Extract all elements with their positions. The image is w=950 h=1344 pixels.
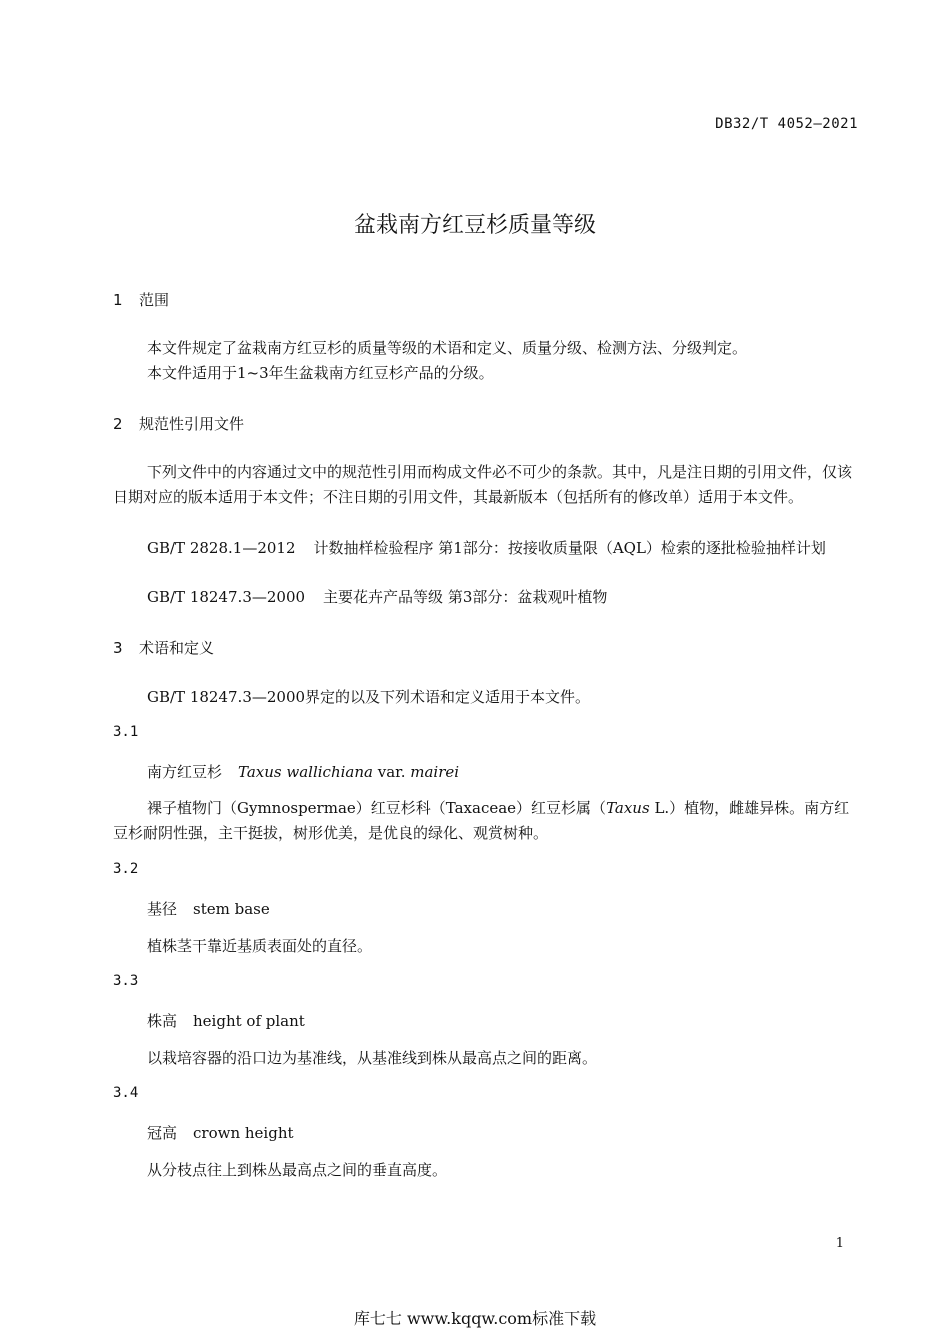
term-latin-variety: mairei bbox=[410, 763, 460, 781]
reference-item bbox=[113, 536, 859, 561]
reference-title: 计数抽样检验程序 第1部分：按接收质量限（AQL）检索的逐批检验抽样计划 bbox=[313, 539, 826, 557]
term-english: crown height bbox=[193, 1124, 294, 1142]
term-definition: 从分枝点往上到株丛最高点之间的垂直高度。 bbox=[147, 1161, 448, 1179]
term-english: height of plant bbox=[193, 1012, 305, 1030]
section-number: 3 bbox=[113, 639, 123, 657]
term-title bbox=[147, 1122, 294, 1143]
term-latin-var: var. bbox=[377, 763, 406, 781]
footer-watermark-text: 库七七 www.kqqw.com标准下载 bbox=[353, 1309, 597, 1328]
term-chinese: 基径 bbox=[147, 900, 178, 918]
term-number: 3.4 bbox=[113, 1085, 139, 1101]
term-title bbox=[147, 761, 459, 782]
section-title: 规范性引用文件 bbox=[139, 415, 245, 433]
reference-title: 主要花卉产品等级 第3部分：盆栽观叶植物 bbox=[323, 588, 608, 606]
term-english: stem base bbox=[193, 900, 270, 918]
scope-paragraph-2: 本文件适用于1~3年生盆栽南方红豆杉产品的分级。 bbox=[147, 364, 494, 382]
terms-intro: GB/T 18247.3—2000界定的以及下列术语和定义适用于本文件。 bbox=[147, 688, 591, 706]
definition-text: 裸子植物门（Gymnospermae）红豆杉科（Taxaceae）红豆杉属（ bbox=[147, 799, 607, 817]
term-number: 3.3 bbox=[113, 973, 139, 989]
term-number: 3.1 bbox=[113, 724, 139, 740]
section-number: 1 bbox=[113, 291, 123, 309]
references-intro: 下列文件中的内容通过文中的规范性引用而构成文件必不可少的条款。其中，凡是注日期的引用文件，仅该日期对应的版本适用于本文件；不注日期的引用文件，其最新版本（包括所有的修改单）适用于本文件。 bbox=[113, 463, 853, 506]
section-title: 术语和定义 bbox=[139, 639, 215, 657]
term-definition bbox=[113, 796, 859, 846]
section-2-heading bbox=[113, 413, 244, 434]
term-chinese: 冠高 bbox=[147, 1124, 178, 1142]
reference-item bbox=[113, 585, 859, 610]
term-definition: 以栽培容器的沿口边为基准线，从基准线到株从最高点之间的距离。 bbox=[147, 1049, 598, 1067]
term-definition: 植株茎干靠近基质表面处的直径。 bbox=[147, 937, 373, 955]
section-1-heading bbox=[113, 289, 169, 310]
scope-paragraph-1: 本文件规定了盆栽南方红豆杉的质量等级的术语和定义、质量分级、检测方法、分级判定。 bbox=[147, 339, 748, 357]
document-title: 盆栽南方红豆杉质量等级 bbox=[353, 213, 596, 238]
term-latin-name: Taxus wallichiana bbox=[238, 763, 373, 781]
page-number: 1 bbox=[835, 1236, 844, 1251]
term-chinese: 南方红豆杉 bbox=[147, 763, 223, 781]
section-number: 2 bbox=[113, 415, 123, 433]
standard-code: DB32/T 4052—2021 bbox=[715, 116, 858, 132]
reference-code: GB/T 2828.1—2012 bbox=[147, 539, 296, 557]
term-title bbox=[147, 1010, 305, 1031]
section-title: 范围 bbox=[139, 291, 170, 309]
section-3-heading bbox=[113, 637, 214, 658]
term-number: 3.2 bbox=[113, 861, 139, 877]
definition-italic: Taxus bbox=[606, 799, 650, 817]
reference-code: GB/T 18247.3—2000 bbox=[147, 588, 306, 606]
definition-text: L.）植物，雌雄异株。南方红豆杉耐阴性强，主干挺拔，树形优美，是优良的绿化、观赏树种。 bbox=[113, 799, 850, 842]
term-chinese: 株高 bbox=[147, 1012, 178, 1030]
term-title bbox=[147, 898, 270, 919]
